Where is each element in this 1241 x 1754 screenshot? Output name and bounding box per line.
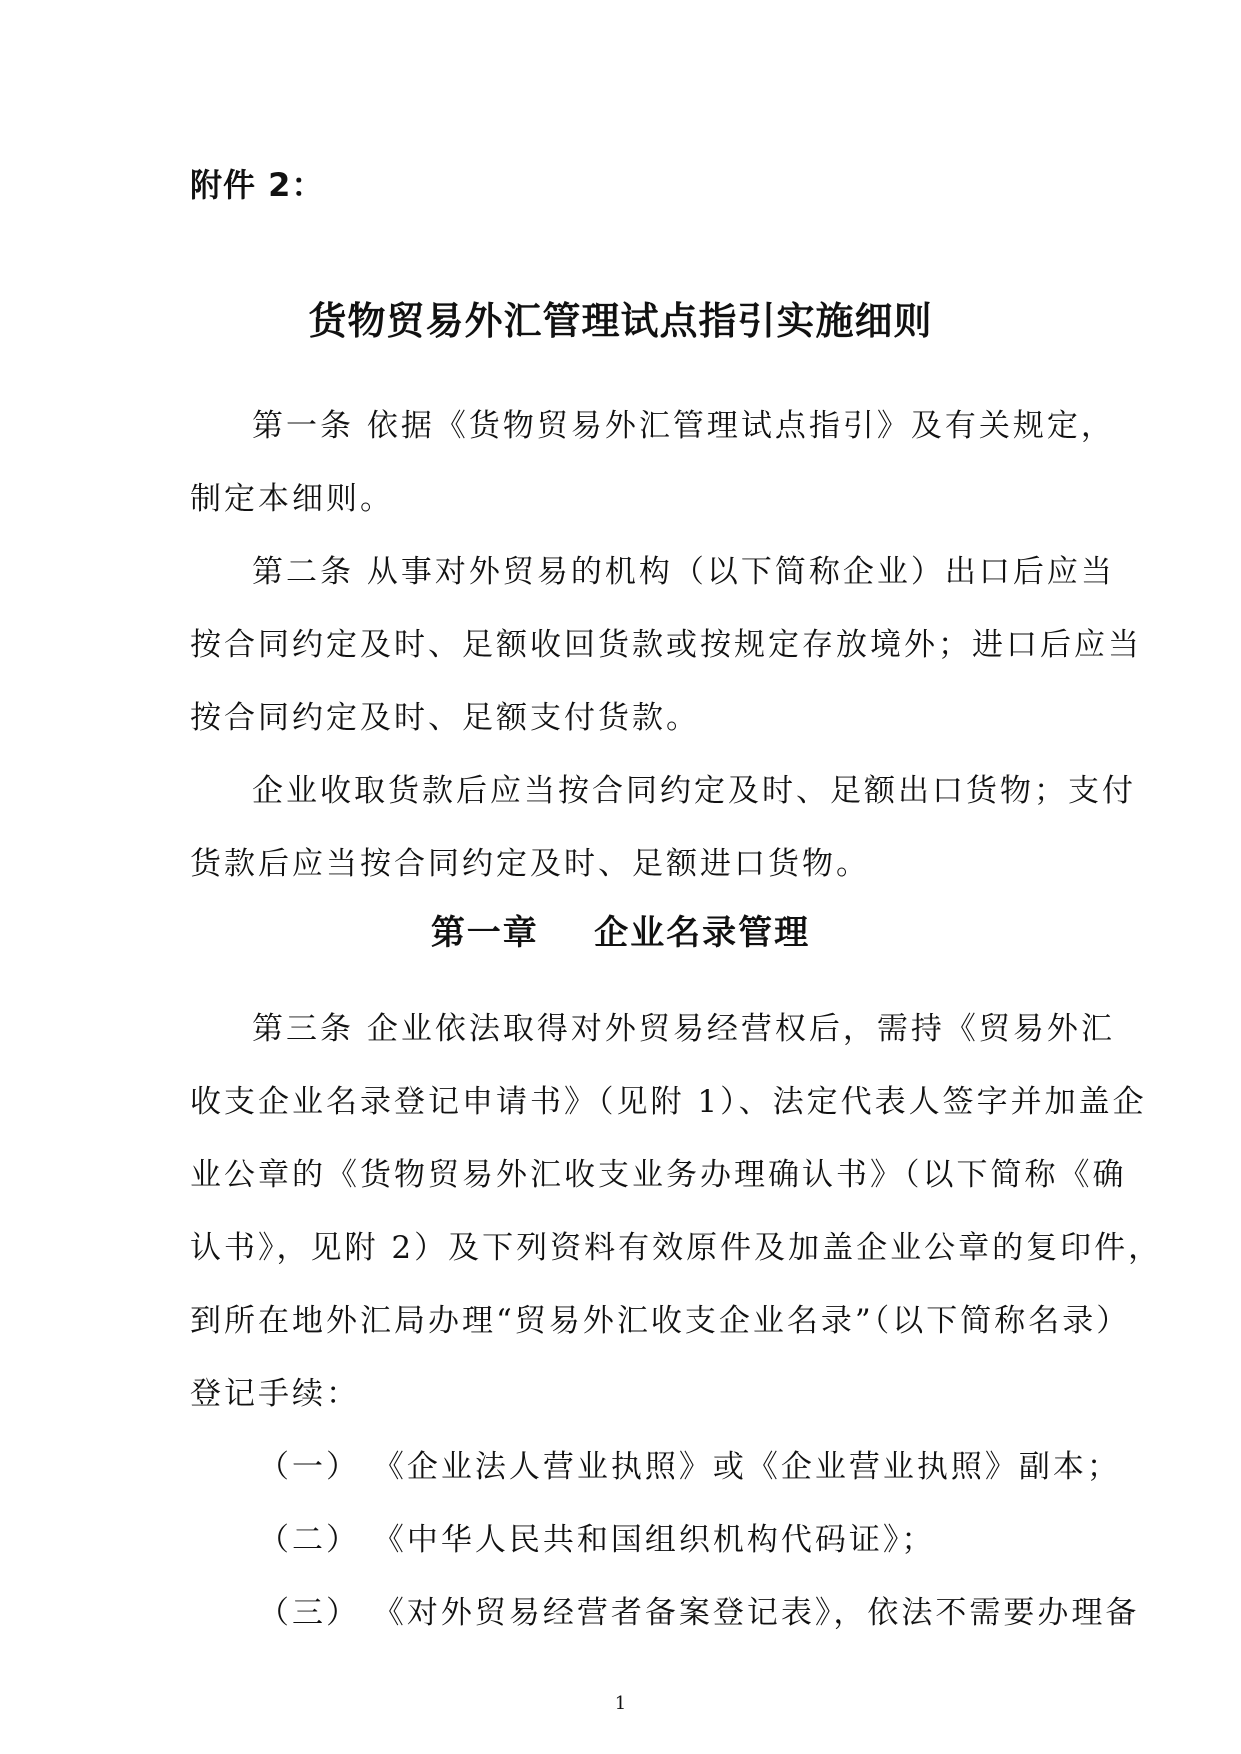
paragraph-line: 第一条 依据《货物贸易外汇管理试点指引》及有关规定， — [252, 408, 1115, 444]
paragraph-line: 第二条 从事对外贸易的机构（以下简称企业）出口后应当 — [252, 554, 1115, 590]
paragraph-line: 企业收取货款后应当按合同约定及时、足额出口货物；支付 — [252, 773, 1136, 809]
paragraph-line: 登记手续： — [190, 1376, 360, 1412]
paragraph-line: 到所在地外汇局办理“贸易外汇收支企业名录”（以下简称名录） — [190, 1303, 1131, 1339]
paragraph-line: 制定本细则。 — [190, 481, 394, 517]
chapter-title: 第一章 企业名录管理 — [430, 913, 811, 953]
page-number: 1 — [614, 1693, 627, 1714]
paragraph-line: 按合同约定及时、足额支付货款。 — [190, 700, 700, 736]
list-item: （一） 《企业法人营业执照》或《企业营业执照》副本； — [258, 1449, 1121, 1485]
paragraph-line: 认书》，见附 2）及下列资料有效原件及加盖企业公章的复印件， — [190, 1230, 1163, 1266]
paragraph-line: 业公章的《货物贸易外汇收支业务办理确认书》（以下简称《确 — [190, 1157, 1127, 1193]
paragraph-line: 第三条 企业依法取得对外贸易经营权后，需持《贸易外汇 — [252, 1011, 1115, 1047]
document-title: 货物贸易外汇管理试点指引实施细则 — [308, 299, 933, 343]
list-item: （三） 《对外贸易经营者备案登记表》，依法不需要办理备 — [258, 1595, 1140, 1631]
paragraph-line: 按合同约定及时、足额收回货款或按规定存放境外；进口后应当 — [190, 627, 1142, 663]
list-item: （二） 《中华人民共和国组织机构代码证》； — [258, 1522, 936, 1558]
attachment-label: 附件 2： — [190, 166, 325, 204]
paragraph-line: 货款后应当按合同约定及时、足额进口货物。 — [190, 846, 870, 882]
paragraph-line: 收支企业名录登记申请书》（见附 1）、法定代表人签字并加盖企 — [190, 1084, 1147, 1120]
